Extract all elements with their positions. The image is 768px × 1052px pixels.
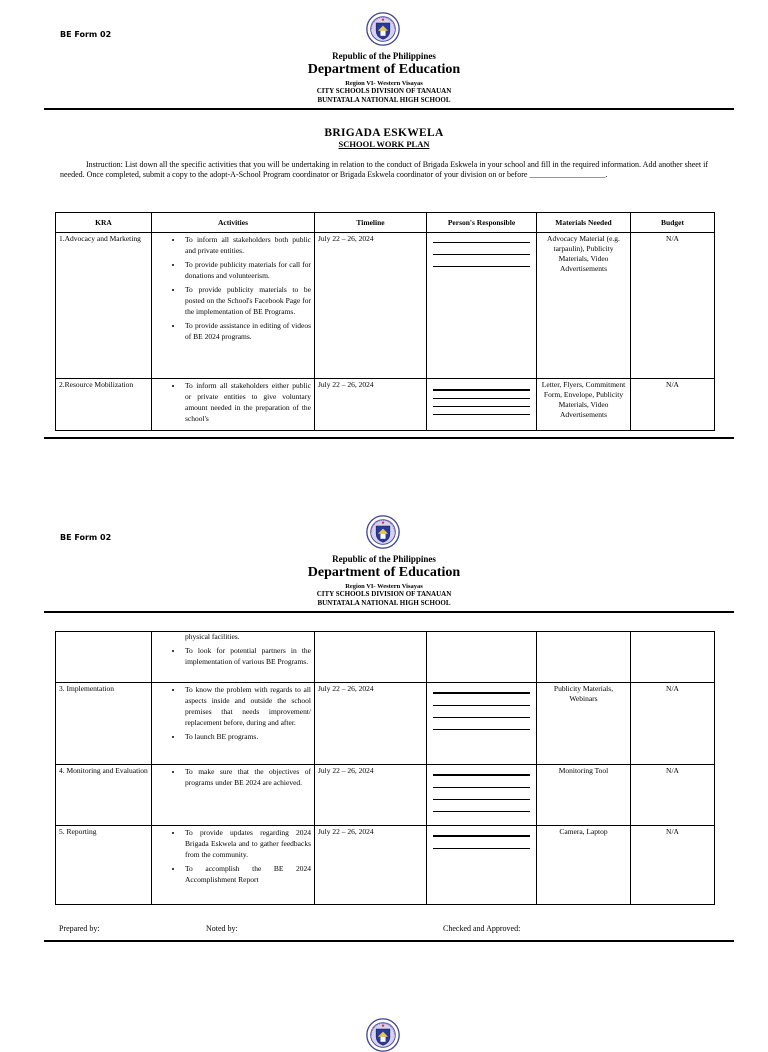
activities-cell (152, 765, 315, 826)
budget-cell (631, 632, 715, 683)
activity-item: • To make sure that the objectives of programs under BE 2024 are achieved. (183, 766, 311, 788)
form-code: BE Form 02 (60, 533, 112, 542)
signature-line (433, 398, 530, 399)
kra-cell: 4. Monitoring and Evaluation (56, 765, 152, 826)
signature-line (433, 729, 530, 730)
work-plan-table (55, 212, 715, 431)
instruction-text: Instruction: List down all the specific activities that you will be undertaking in relation to the conduct of Brigada Eskwela in your school and fill in the required information. Add another sheet if needed. Once completed, submit a copy to the adopt-A-School Program coordinator or Brigada Eskwela coordinator of your division on or before ___________________. (60, 160, 708, 179)
page-bottom-divider (44, 437, 734, 439)
deped-seal-icon (366, 12, 400, 46)
signature-line (433, 414, 530, 415)
page-bottom-divider (44, 940, 734, 942)
persons-cell (427, 233, 537, 379)
prepared-by-label: Prepared by: (59, 924, 100, 933)
persons-cell (427, 826, 537, 905)
activities-cell (152, 632, 315, 683)
activity-item: • To provide publicity materials to be posted on the School's Facebook Page for the implementation of BE Programs. (183, 284, 311, 317)
signature-line (433, 799, 530, 800)
signature-line (433, 811, 530, 812)
signature-line (433, 787, 530, 788)
checked-approved-label: Checked and Approved: (443, 924, 521, 933)
document-subtitle: SCHOOL WORK PLAN (338, 139, 430, 149)
school-heading: BUNTATALA NATIONAL HIGH SCHOOL (317, 599, 451, 607)
table-row (56, 683, 715, 765)
signature-line (433, 705, 530, 706)
timeline-cell: July 22 – 26, 2024 (315, 233, 427, 379)
header-divider (44, 108, 734, 110)
persons-cell (427, 683, 537, 765)
deped-seal-icon (366, 515, 400, 549)
school-heading: BUNTATALA NATIONAL HIGH SCHOOL (317, 96, 451, 104)
budget-cell: N/A (631, 765, 715, 826)
table-row (56, 632, 715, 683)
division-heading: CITY SCHOOLS DIVISION OF TANAUAN (316, 590, 452, 598)
activity-item: • To accomplish the BE 2024 Accomplishment Report (183, 863, 311, 885)
kra-cell (56, 632, 152, 683)
activity-item-continued: physical facilities. (185, 632, 240, 641)
table-row (56, 765, 715, 826)
signature-line (433, 835, 530, 837)
persons-cell (427, 632, 537, 683)
form-code: BE Form 02 (60, 30, 112, 39)
signature-line (433, 774, 530, 776)
table-row (56, 379, 715, 431)
activity-item: • To provide updates regarding 2024 Brigada Eskwela and to gather feedbacks from the community. (183, 827, 311, 860)
kra-cell: 1.Advocacy and Marketing (56, 233, 152, 379)
materials-cell: Publicity Materials, Webinars (537, 683, 631, 765)
column-header-budget: Budget (631, 213, 715, 233)
kra-cell: 5. Reporting (56, 826, 152, 905)
activity-item: • To inform all stakeholders either public or private entities to give voluntary amount needed in the preparation of the school's (183, 380, 311, 424)
table-header-row (56, 213, 715, 233)
activity-item: • To launch BE programs. (183, 731, 311, 742)
signature-line (433, 406, 530, 407)
activities-cell (152, 826, 315, 905)
budget-cell: N/A (631, 233, 715, 379)
budget-cell: N/A (631, 683, 715, 765)
timeline-cell: July 22 – 26, 2024 (315, 379, 427, 431)
deped-seal-icon (366, 1018, 400, 1052)
persons-cell (427, 765, 537, 826)
activity-item: • To provide publicity materials for call for donations and volunteerism. (183, 259, 311, 281)
activities-cell (152, 683, 315, 765)
activity-item: • To inform all stakeholders both public and private entities. (183, 234, 311, 256)
signature-line (433, 254, 530, 255)
timeline-cell: July 22 – 26, 2024 (315, 683, 427, 765)
signature-line (433, 848, 530, 849)
division-heading: CITY SCHOOLS DIVISION OF TANAUAN (316, 87, 452, 95)
signature-line (433, 717, 530, 718)
column-header-timeline: Timeline (315, 213, 427, 233)
persons-cell (427, 379, 537, 431)
region-heading: Region VI- Western Visayas (345, 80, 423, 87)
activity-item: • To know the problem with regards to all aspects inside and outside the school premises that needs improvement/ replacement before, during and after. (183, 684, 311, 728)
republic-heading: Republic of the Philippines (332, 554, 436, 564)
materials-cell (537, 632, 631, 683)
signature-line (433, 692, 530, 694)
column-header-persons: Person's Responsible (427, 213, 537, 233)
timeline-cell (315, 632, 427, 683)
work-plan-table-continued (55, 631, 715, 905)
document-title: BRIGADA ESKWELA (324, 127, 444, 139)
materials-cell: Letter, Flyers, Commitment Form, Envelope, Publicity Materials, Video Advertisements (537, 379, 631, 431)
republic-heading: Republic of the Philippines (332, 51, 436, 61)
noted-by-label: Noted by: (206, 924, 238, 933)
signature-line (433, 242, 530, 243)
table-row (56, 826, 715, 905)
column-header-kra: KRA (56, 213, 152, 233)
region-heading: Region VI- Western Visayas (345, 583, 423, 590)
header-divider (44, 611, 734, 613)
timeline-cell: July 22 – 26, 2024 (315, 826, 427, 905)
kra-cell: 3. Implementation (56, 683, 152, 765)
materials-cell: Camera, Laptop (537, 826, 631, 905)
department-heading: Department of Education (307, 62, 461, 77)
kra-cell: 2.Resource Mobilization (56, 379, 152, 431)
table-row (56, 233, 715, 379)
timeline-cell: July 22 – 26, 2024 (315, 765, 427, 826)
budget-cell: N/A (631, 826, 715, 905)
activity-item: • To look for potential partners in the implementation of various BE Programs. (183, 645, 311, 667)
signature-line (433, 389, 530, 391)
activities-cell (152, 233, 315, 379)
department-heading: Department of Education (307, 565, 461, 580)
activity-item: • To provide assistance in editing of videos of BE 2024 programs. (183, 320, 311, 342)
materials-cell: Monitoring Tool (537, 765, 631, 826)
activities-cell (152, 379, 315, 431)
budget-cell: N/A (631, 379, 715, 431)
materials-cell: Advocacy Material (e.g. tarpaulin), Publicity Materials, Video Advertisements (537, 233, 631, 379)
column-header-materials: Materials Needed (537, 213, 631, 233)
signature-line (433, 266, 530, 267)
column-header-activities: Activities (152, 213, 315, 233)
